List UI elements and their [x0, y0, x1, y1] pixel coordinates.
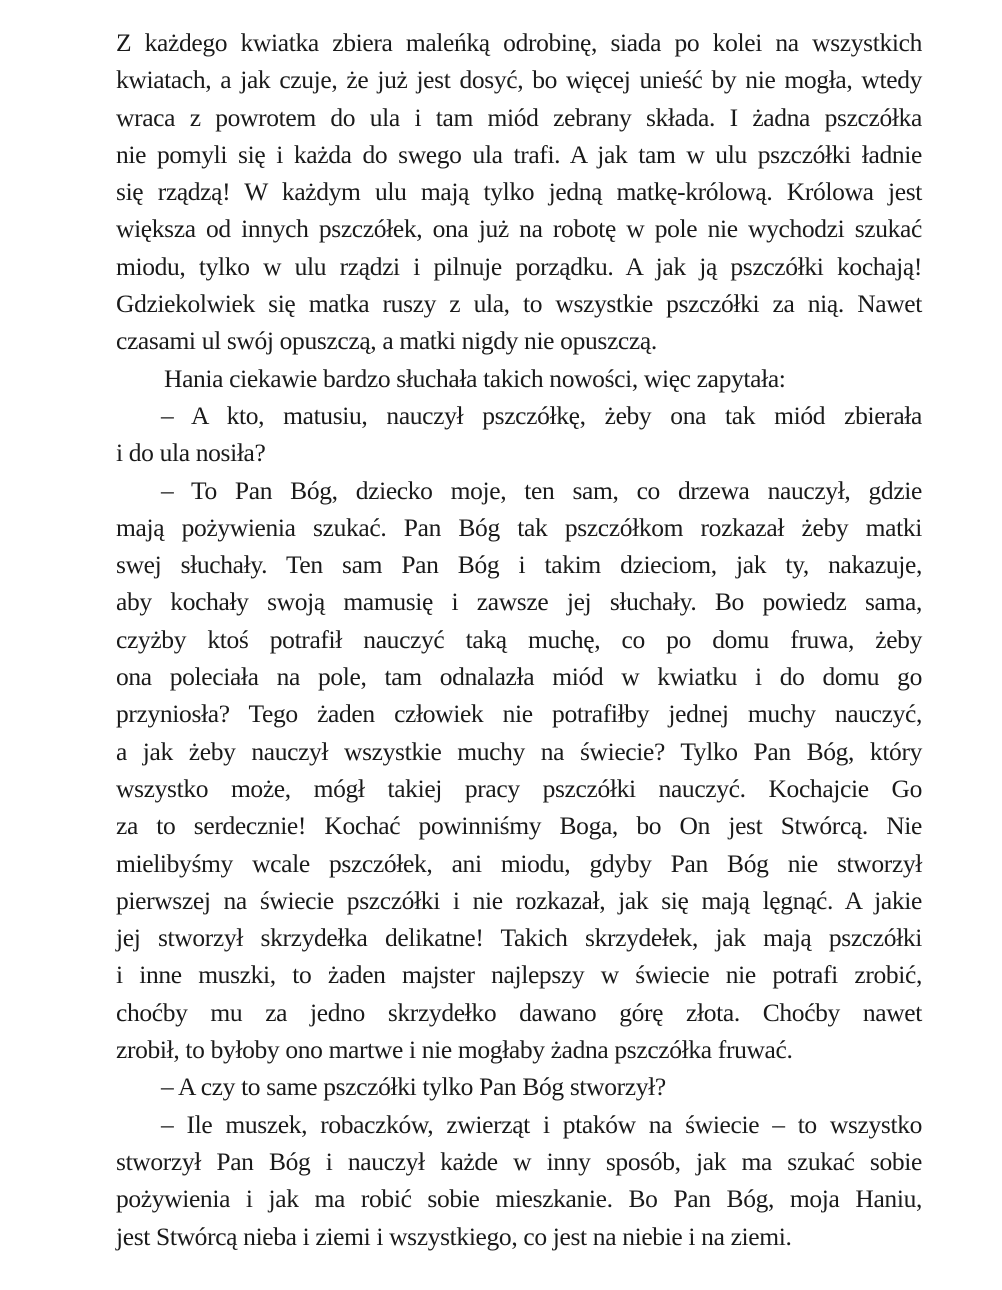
document-page	[116, 24, 922, 1255]
text-line: się rządzą! W każdym ulu mają tylko jedną matkę-królową. Królowa jest	[116, 177, 922, 207]
text-line: ona poleciała na pole, tam odnalazła miód w kwiatku i do domu go	[116, 662, 922, 692]
text-line: stworzył Pan Bóg i nauczył każde w inny sposób, jak ma szukać sobie	[116, 1146, 922, 1176]
text-line: – To Pan Bóg, dziecko moje, ten sam, co drzewa nauczył, gdzie	[161, 475, 922, 505]
text-line: mielibyśmy wcale pszczółek, ani miodu, gdyby Pan Bóg nie stworzył	[116, 848, 922, 878]
text-line: i inne muszki, to żaden majster najlepszy w świecie nie potrafi zrobić,	[116, 960, 922, 990]
text-line: Gdziekolwiek się matka ruszy z ula, to wszystkie pszczółki za nią. Nawet	[116, 289, 922, 319]
text-line: za to serdecznie! Kochać powinniśmy Boga, bo On jest Stwórcą. Nie	[116, 811, 922, 841]
text-line: Z każdego kwiatka zbiera maleńką odrobinę, siada po kolei na wszystkich	[116, 28, 922, 57]
text-line: mają pożywienia szukać. Pan Bóg tak pszczółkom rozkazał żeby matki	[116, 512, 922, 542]
text-line: przyniosła? Tego żaden człowiek nie potrafiłby jednej muchy nauczyć,	[116, 699, 922, 729]
dialogue-paragraph	[116, 1068, 922, 1105]
dialogue-paragraph	[116, 472, 922, 1069]
text-line: pożywienia i jak ma robić sobie mieszkanie. Bo Pan Bóg, moja Haniu,	[116, 1184, 922, 1214]
text-line: czyżby ktoś potrafił nauczyć taką muchę, co po domu fruwa, żeby	[116, 624, 922, 654]
text-line: wszystko może, mógł takiej pracy pszczółki nauczyć. Kochajcie Go	[116, 773, 922, 803]
text-line: pierwszej na świecie pszczółki i nie rozkazał, jak się mają lęgnąć. A jakie	[116, 885, 922, 915]
text-line: a jak żeby nauczył wszystkie muchy na świecie? Tylko Pan Bóg, który	[116, 736, 922, 766]
paragraph	[116, 24, 922, 360]
text-line: choćby mu za jedno skrzydełko dawano górę złota. Choćby nawet	[116, 997, 922, 1027]
text-line: jej stworzył skrzydełka delikatne! Takich skrzydełek, jak mają pszczółki	[116, 923, 922, 953]
text-line: zrobił, to byłoby ono martwe i nie mogłaby żadna pszczółka fruwać.	[116, 1035, 793, 1065]
text-line: wraca z powrotem do ula i tam miód zebrany składa. I żadna pszczółka	[116, 102, 922, 132]
text-line: – A czy to same pszczółki tylko Pan Bóg stworzył?	[161, 1072, 666, 1102]
text-line: – A kto, matusiu, nauczył pszczółkę, żeby ona tak miód zbierała	[161, 400, 922, 430]
text-line: aby kochały swoją mamusię i zawsze jej słuchały. Bo powiedz sama,	[116, 587, 922, 617]
dialogue-paragraph	[116, 1106, 922, 1255]
text-line: – Ile muszek, robaczków, zwierząt i ptaków na świecie – to wszystko	[161, 1109, 922, 1139]
dialogue-paragraph	[116, 397, 922, 472]
text-line: jest Stwórcą nieba i ziemi i wszystkiego, co jest na niebie i na ziemi.	[116, 1221, 792, 1251]
text-line: nie pomyli się i każda do swego ula trafi. A jak tam w ulu pszczółki ładnie	[116, 139, 922, 169]
text-line: swej słuchały. Ten sam Pan Bóg i takim dzieciom, jak ty, nakazuje,	[116, 550, 922, 580]
text-line: kwiatach, a jak czuje, że już jest dosyć, bo więcej unieść by nie mogła, wtedy	[116, 65, 922, 95]
text-line: Hania ciekawie bardzo słuchała takich nowości, więc zapytała:	[164, 363, 786, 393]
text-line: większa od innych pszczółek, ona już na robotę w pole nie wychodzi szukać	[116, 214, 922, 244]
paragraph	[116, 360, 922, 397]
text-line: i do ula nosiła?	[116, 438, 266, 468]
text-line: miodu, tylko w ulu rządzi i pilnuje porządku. A jak ją pszczółki kochają!	[116, 251, 922, 281]
text-line: czasami ul swój opuszczą, a matki nigdy nie opuszczą.	[116, 326, 657, 356]
